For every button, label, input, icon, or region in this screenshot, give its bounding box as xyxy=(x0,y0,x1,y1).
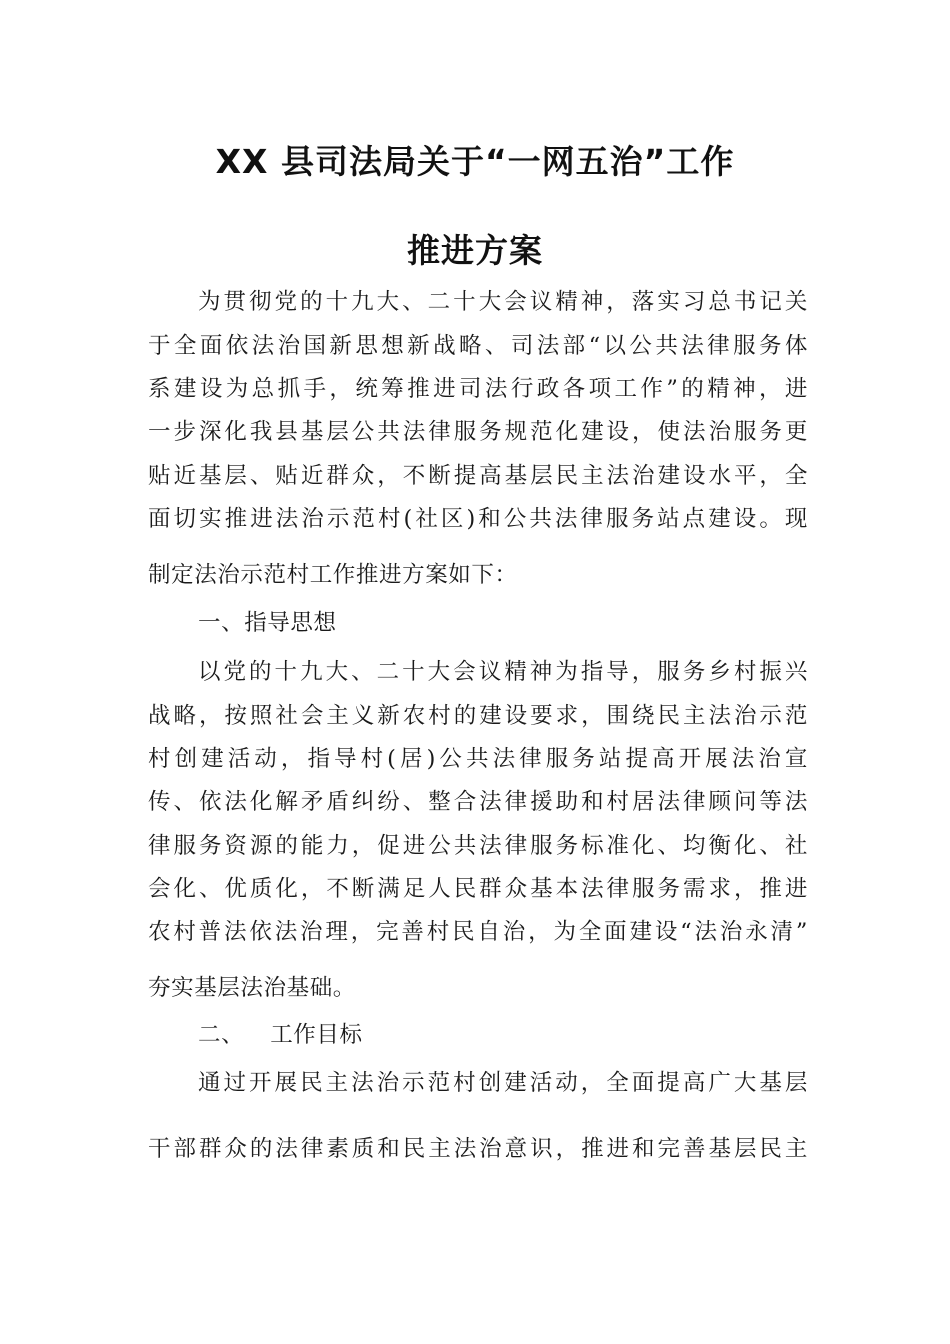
document-title-line-1: XX 县司法局关于“一网五治”工作 xyxy=(215,142,735,181)
paragraph-2-line-6: 会化、优质化，不断满足人民群众基本法律服务需求，推进 xyxy=(148,876,808,902)
section-heading-2-text: 工作目标 xyxy=(270,1022,363,1048)
paragraph-2-line-4: 传、依法化解矛盾纠纷、整合法律援助和村居法律顾问等法 xyxy=(148,789,808,815)
document-title-line-2: 推进方案 xyxy=(407,231,543,270)
paragraph-2-line-5: 律服务资源的能力，促进公共法律服务标准化、均衡化、社 xyxy=(148,833,808,859)
paragraph-2-line-3: 村创建活动，指导村(居)公共法律服务站提高开展法治宣 xyxy=(148,746,808,772)
paragraph-2-line-2: 战略，按照社会主义新农村的建设要求，围绕民主法治示范 xyxy=(148,703,808,729)
paragraph-1-line-1: 为贯彻党的十九大、二十大会议精神，落实习总书记关 xyxy=(198,289,808,315)
paragraph-1-line-3: 系建设为总抓手，统筹推进司法行政各项工作”的精神，进 xyxy=(148,376,808,402)
paragraph-3-line-1: 通过开展民主法治示范村创建活动，全面提高广大基层 xyxy=(198,1070,808,1096)
section-heading-1: 一、指导思想 xyxy=(198,610,337,636)
paragraph-2-line-1: 以党的十九大、二十大会议精神为指导，服务乡村振兴 xyxy=(198,659,808,685)
paragraph-1-line-2: 于全面依法治国新思想新战略、司法部“以公共法律服务体 xyxy=(148,333,808,359)
paragraph-2-line-8: 夯实基层法治基础。 xyxy=(148,975,356,1001)
paragraph-3-line-2: 干部群众的法律素质和民主法治意识，推进和完善基层民主 xyxy=(148,1136,808,1162)
paragraph-2-line-7: 农村普法依法治理，完善村民自治，为全面建设“法治永清” xyxy=(148,919,808,945)
paragraph-1-line-4: 一步深化我县基层公共法律服务规范化建设，使法治服务更 xyxy=(148,419,808,445)
section-heading-2 xyxy=(198,1020,808,1050)
paragraph-1-line-6: 面切实推进法治示范村(社区)和公共法律服务站点建设。现 xyxy=(148,506,808,532)
paragraph-1-line-5: 贴近基层、贴近群众，不断提高基层民主法治建设水平，全 xyxy=(148,463,808,489)
section-heading-2-number: 二、 xyxy=(198,1022,245,1048)
paragraph-1-line-7: 制定法治示范村工作推进方案如下： xyxy=(148,562,518,588)
